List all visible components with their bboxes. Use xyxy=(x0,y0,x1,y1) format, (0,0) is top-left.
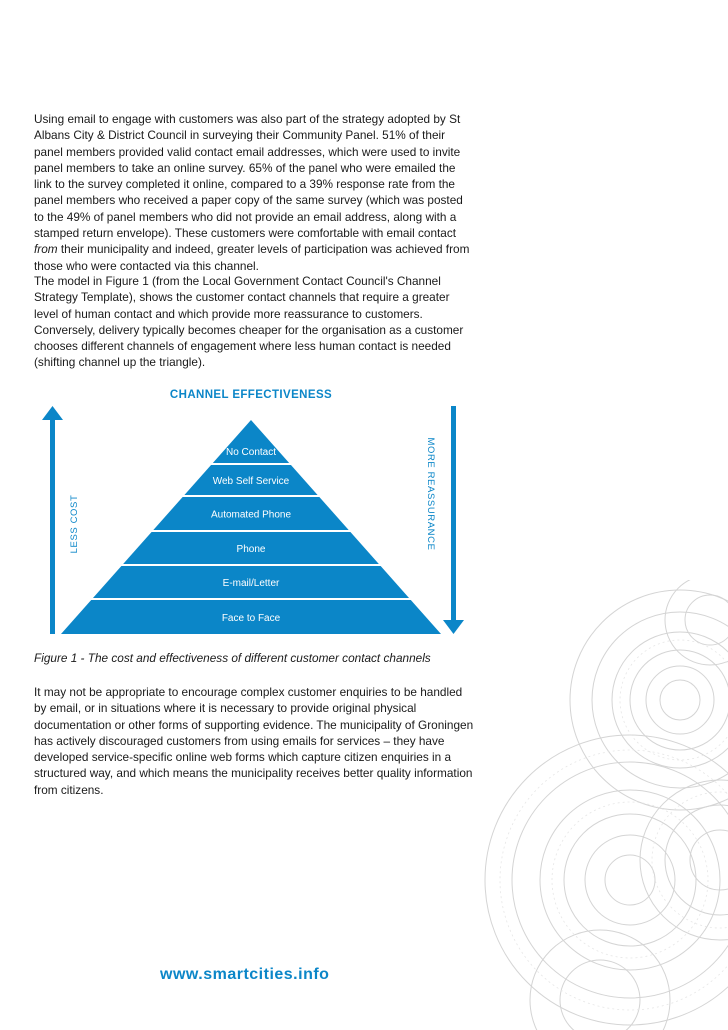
p1-text-start: Using email to engage with customers was also part of the strategy adopted by St Albans City & District Council in surveying their Community Panel. 51% of their panel members provided valid contact email addresses, which were used to invite panel members to take an online survey. 65% of the panel who were emailed the link to the survey completed it online, compared to a 39% response rate from the panel members who received a paper copy of the same survey (which was posted to the 49% of panel members who did not provide an email address, along with a stamped return envelope). These customers were comfortable with email contact xyxy=(34,112,463,241)
diagram-title: CHANNEL EFFECTIVENESS xyxy=(169,389,333,401)
channel-effectiveness-diagram xyxy=(0,380,500,640)
channel-pyramid xyxy=(61,420,441,634)
up-arrow-icon xyxy=(42,406,63,634)
pyramid-level-label: Phone xyxy=(236,544,266,555)
p1-emphasis: from xyxy=(34,242,58,257)
figure-caption: Figure 1 - The cost and effectiveness of different customer contact channels xyxy=(34,651,431,665)
footer-website-url: www.smartcities.info xyxy=(160,966,330,983)
paragraph-email-engagement xyxy=(34,111,474,274)
pyramid-level-label: Web Self Service xyxy=(212,476,290,487)
p1-text-end: their municipality and indeed, greater levels of participation was achieved from those who were contacted via this channel. xyxy=(34,242,470,273)
pyramid-level-label: Automated Phone xyxy=(210,509,292,521)
decorative-circles-graphic xyxy=(480,580,728,1030)
pyramid-level-label: No Contact xyxy=(225,447,277,458)
more-reassurance-label: MORE REASSURANCE xyxy=(425,437,436,551)
pyramid-level-label: Face to Face xyxy=(221,613,281,624)
pyramid-level-label: E-mail/Letter xyxy=(222,578,280,589)
down-arrow-icon xyxy=(443,406,464,634)
paragraph-channel-model: The model in Figure 1 (from the Local Government Contact Council's Channel Strategy Template), shows the customer contact channels that require a greater level of human contact and which provide more reassurance to customers. Conversely, delivery typically becomes cheaper for the organisation as a customer chooses different channels of engagement where less human contact is needed (shifting channel up the triangle). xyxy=(34,274,464,370)
paragraph-groningen: It may not be appropriate to encourage complex customer enquiries to be handled by email, or in situations where it is necessary to provide original physical documentation or other forms of supporting evidence. The municipality of Groningen has actively discouraged customers from using emails for services – they have developed service-specific online web forms which capture citizen enquiries in a structured way, and which means the municipality receives better quality information from citizens. xyxy=(34,685,474,797)
less-cost-label: LESS COST xyxy=(69,494,80,554)
